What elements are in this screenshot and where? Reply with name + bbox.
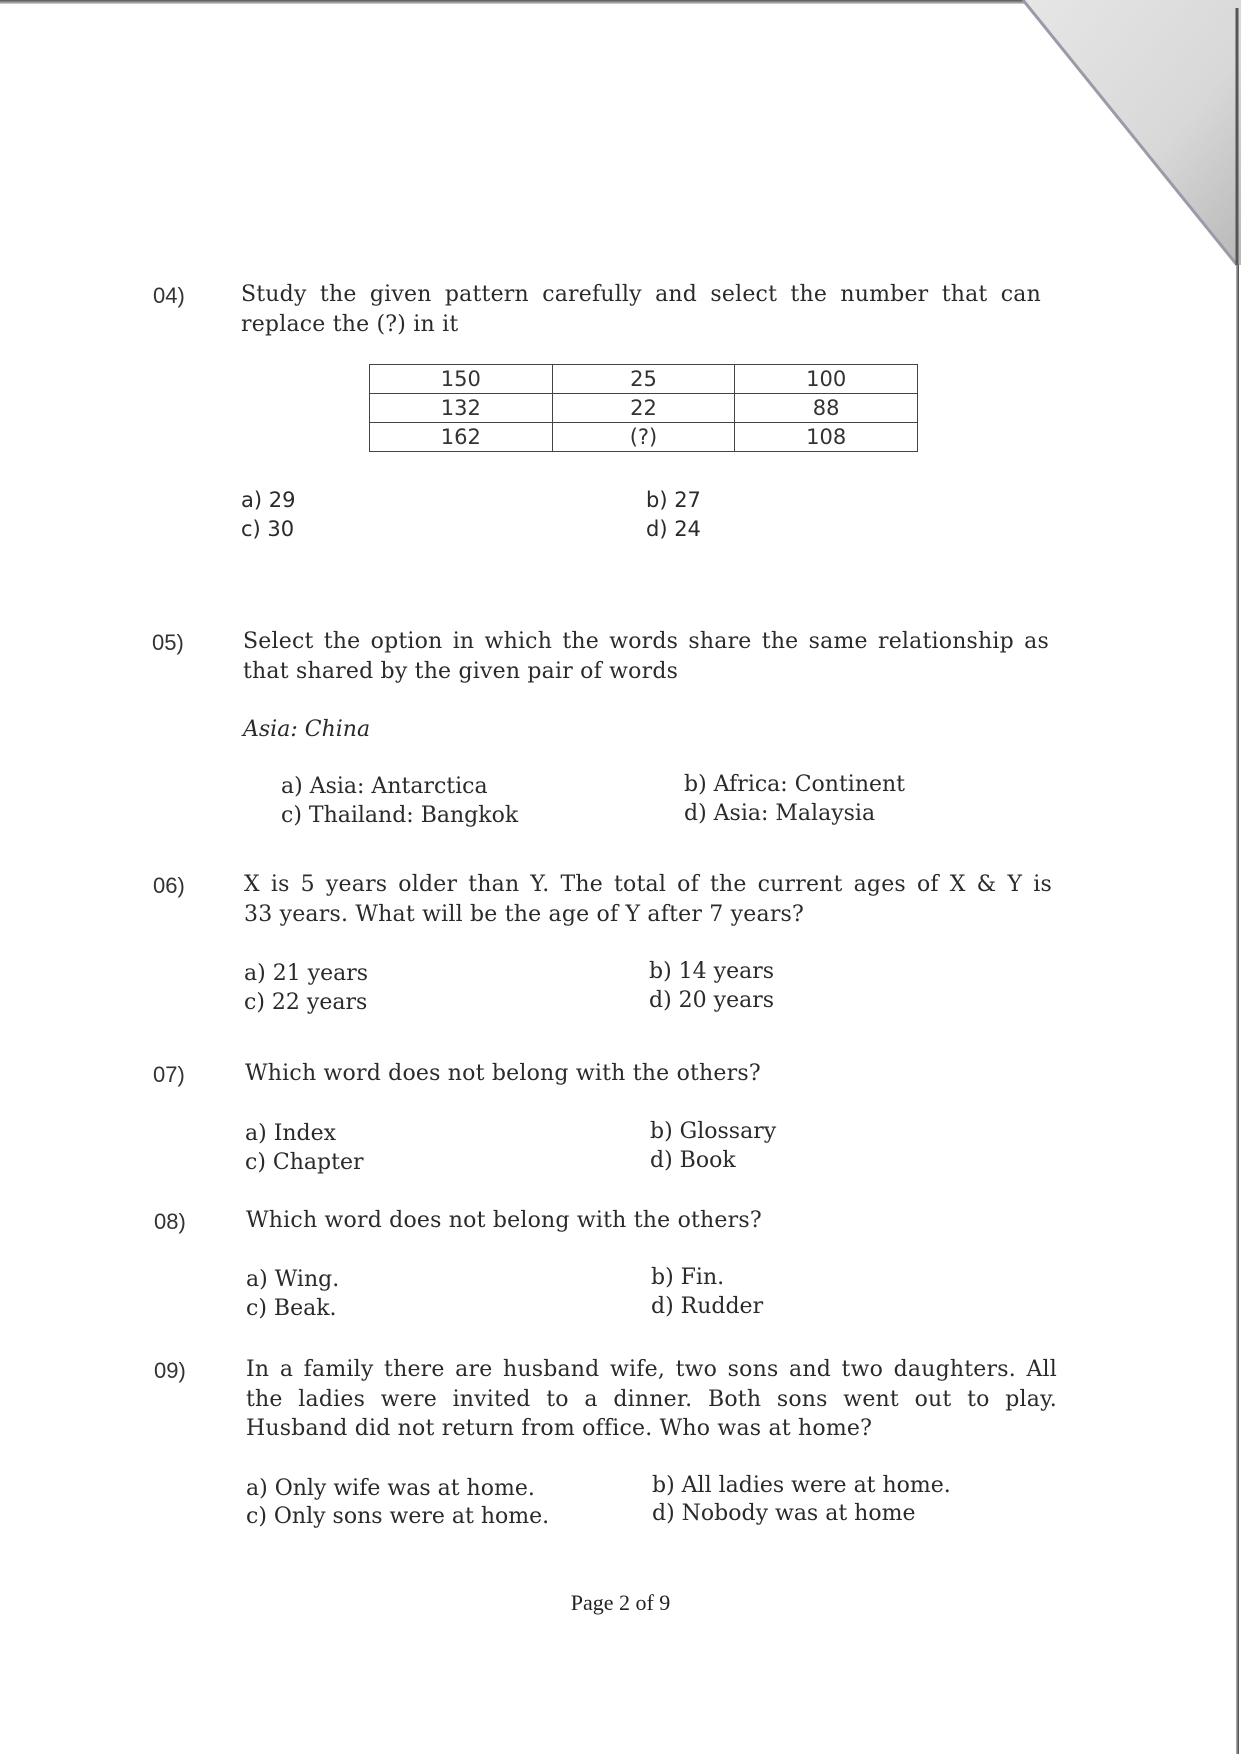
option-b: b) Glossary: [650, 1119, 777, 1144]
option-b: b) 27: [646, 488, 701, 512]
option-c: c) Thailand: Bangkok: [281, 803, 519, 828]
option-c: c) Beak.: [246, 1296, 337, 1321]
table-cell: 162: [370, 423, 553, 452]
option-b: b) Fin.: [651, 1265, 725, 1290]
question-text: [241, 280, 1041, 339]
question-number: 09): [154, 1358, 186, 1383]
question-number: 05): [152, 630, 184, 655]
option-a: a) Asia: Antarctica: [281, 774, 488, 799]
question-text: [246, 1206, 1056, 1236]
option-a: a) 21 years: [244, 961, 369, 986]
option-c: c) Only sons were at home.: [246, 1504, 550, 1529]
question-line: that shared by the given pair of words: [243, 658, 679, 684]
option-d: d) Book: [650, 1148, 736, 1173]
table-cell: 22: [552, 394, 735, 423]
question-line: 33 years. What will be the age of Y after 7 years?: [244, 901, 805, 927]
table-cell: 100: [735, 365, 918, 394]
option-a: a) Only wife was at home.: [246, 1476, 535, 1501]
table-row: [370, 394, 918, 423]
option-d: d) 24: [646, 517, 701, 541]
question-line: X is 5 years older than Y. The total of the current ages of X & Y is: [244, 872, 1052, 897]
question-line: In a family there are husband wife, two sons and two daughters. All: [246, 1357, 1057, 1382]
table-row: [370, 365, 918, 394]
option-c: c) Chapter: [245, 1150, 364, 1175]
page-number-footer: Page 2 of 9: [570, 1590, 671, 1615]
question-line: the ladies were invited to a dinner. Both sons went out to play.: [246, 1386, 1057, 1412]
option-b: b) Africa: Continent: [684, 772, 906, 797]
question-number: 06): [153, 873, 185, 898]
question-line: replace the (?) in it: [241, 311, 459, 337]
option-d: d) Rudder: [651, 1294, 764, 1319]
table-row: [370, 423, 918, 452]
given-word-pair: Asia: China: [243, 717, 371, 742]
question-text: [246, 1355, 1057, 1444]
option-d: d) Nobody was at home: [652, 1501, 916, 1526]
option-a: a) 29: [241, 488, 296, 512]
question-number: 04): [153, 283, 185, 308]
page-right-edge: [1236, 260, 1239, 1754]
option-d: d) Asia: Malaysia: [684, 801, 876, 826]
option-c: c) 22 years: [244, 990, 368, 1015]
table-cell: 88: [735, 394, 918, 423]
question-text: [243, 627, 1049, 686]
option-a: a) Index: [245, 1121, 337, 1146]
question-line: Study the given pattern carefully and select the number that can: [241, 282, 1041, 307]
question-text: [244, 870, 1052, 929]
table-cell: 150: [370, 365, 553, 394]
option-a: a) Wing.: [246, 1267, 340, 1292]
option-c: c) 30: [241, 517, 295, 541]
table-cell: 132: [370, 394, 553, 423]
question-line: Which word does not belong with the others?: [245, 1061, 761, 1086]
question-line: Husband did not return from office. Who was at home?: [246, 1416, 873, 1441]
table-cell: (?): [552, 423, 735, 452]
pattern-table: [369, 364, 918, 452]
question-line: Select the option in which the words share the same relationship as: [243, 629, 1049, 654]
folded-corner: [1020, 0, 1241, 270]
option-b: b) All ladies were at home.: [652, 1473, 951, 1498]
table-cell: 108: [735, 423, 918, 452]
question-number: 07): [153, 1062, 185, 1087]
question-line: Which word does not belong with the others?: [246, 1208, 762, 1233]
question-number: 08): [154, 1209, 186, 1234]
question-text: [245, 1059, 1055, 1089]
table-cell: 25: [552, 365, 735, 394]
option-b: b) 14 years: [649, 959, 775, 984]
option-d: d) 20 years: [649, 988, 775, 1013]
